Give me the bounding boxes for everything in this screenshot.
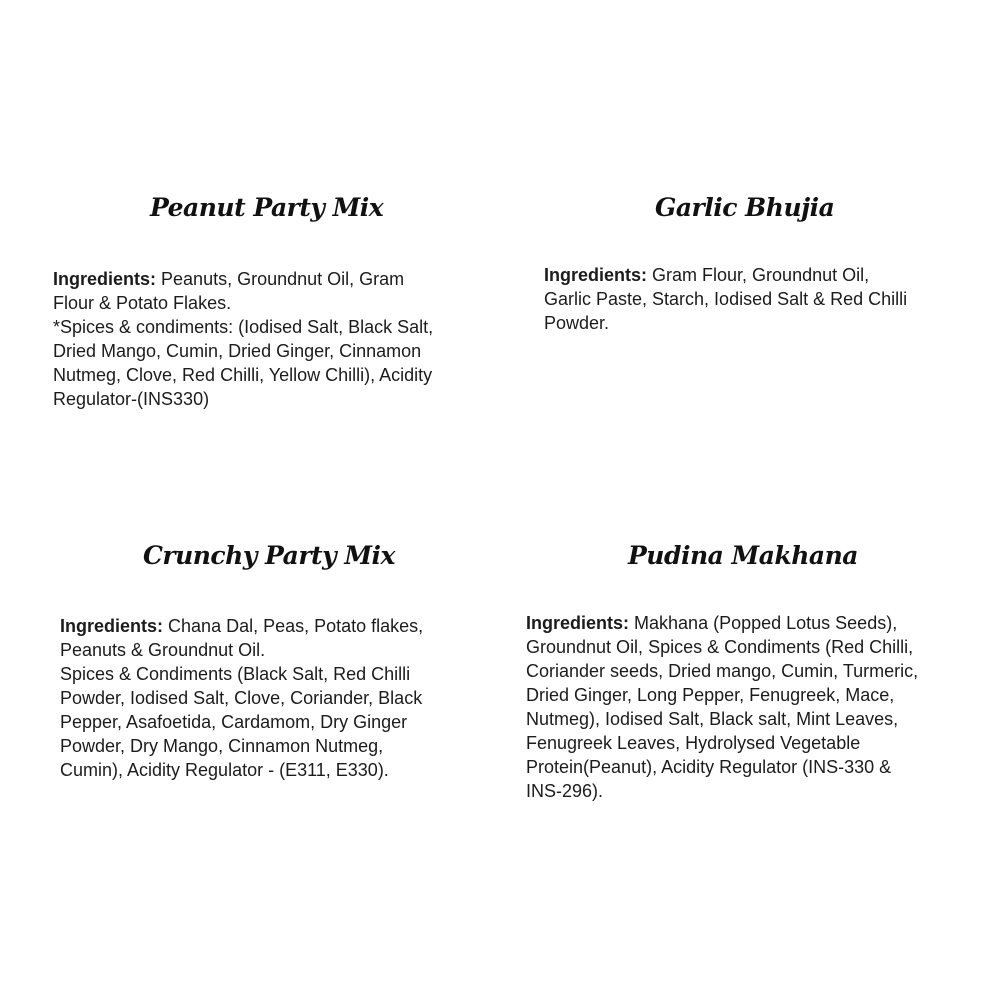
ingredients-line: Peanuts & Groundnut Oil.	[60, 640, 266, 660]
ingredients-line: Groundnut Oil, Spices & Condiments (Red Chilli,	[526, 637, 914, 657]
product-title: Garlic Bhujia	[655, 193, 835, 222]
product-title: Pudina Makhana	[628, 541, 858, 570]
ingredients-line: Nutmeg, Clove, Red Chilli, Yellow Chilli), Acidity	[53, 365, 433, 385]
product-title: Crunchy Party Mix	[143, 541, 395, 570]
ingredients-line: Flour & Potato Flakes.	[53, 293, 232, 313]
ingredients-line: Dried Mango, Cumin, Dried Ginger, Cinnamon	[53, 341, 422, 361]
ingredients-line: INS-296).	[526, 781, 604, 801]
ingredients-line	[60, 614, 423, 638]
ingredients-line	[544, 263, 907, 287]
ingredients-value: Peanuts, Groundnut Oil, Gram	[161, 269, 405, 289]
ingredients-line: Fenugreek Leaves, Hydrolysed Vegetable	[526, 733, 861, 753]
ingredients-line: Coriander seeds, Dried mango, Cumin, Turmeric,	[526, 661, 919, 681]
ingredients-line: Powder, Dry Mango, Cinnamon Nutmeg,	[60, 736, 384, 756]
ingredients-line	[53, 267, 433, 291]
ingredients-text	[60, 614, 423, 782]
product-title: Peanut Party Mix	[150, 193, 384, 222]
ingredients-line	[526, 611, 918, 635]
ingredients-value: Gram Flour, Groundnut Oil,	[652, 265, 870, 285]
ingredients-line: Powder, Iodised Salt, Clove, Coriander, Black	[60, 688, 423, 708]
ingredients-line: Nutmeg), Iodised Salt, Black salt, Mint Leaves,	[526, 709, 899, 729]
ingredients-line: Pepper, Asafoetida, Cardamom, Dry Ginger	[60, 712, 408, 732]
ingredients-value: Chana Dal, Peas, Potato flakes,	[168, 616, 424, 636]
ingredients-text	[544, 263, 907, 335]
ingredients-label: Ingredients:	[544, 265, 648, 285]
ingredients-label: Ingredients:	[60, 616, 164, 636]
ingredients-label: Ingredients:	[53, 269, 157, 289]
ingredients-label: Ingredients:	[526, 613, 630, 633]
ingredients-text	[53, 267, 433, 411]
ingredients-line: Regulator-(INS330)	[53, 389, 210, 409]
ingredients-line: *Spices & condiments: (Iodised Salt, Black Salt,	[53, 317, 434, 337]
ingredients-line: Powder.	[544, 313, 610, 333]
ingredients-line: Cumin), Acidity Regulator - (E311, E330).	[60, 760, 389, 780]
ingredients-value: Makhana (Popped Lotus Seeds),	[634, 613, 898, 633]
ingredients-line: Spices & Condiments (Black Salt, Red Chilli	[60, 664, 411, 684]
ingredients-line: Garlic Paste, Starch, Iodised Salt & Red Chilli	[544, 289, 908, 309]
ingredients-line: Dried Ginger, Long Pepper, Fenugreek, Mace,	[526, 685, 895, 705]
ingredients-line: Protein(Peanut), Acidity Regulator (INS-330 &	[526, 757, 892, 777]
ingredients-text	[526, 611, 918, 803]
